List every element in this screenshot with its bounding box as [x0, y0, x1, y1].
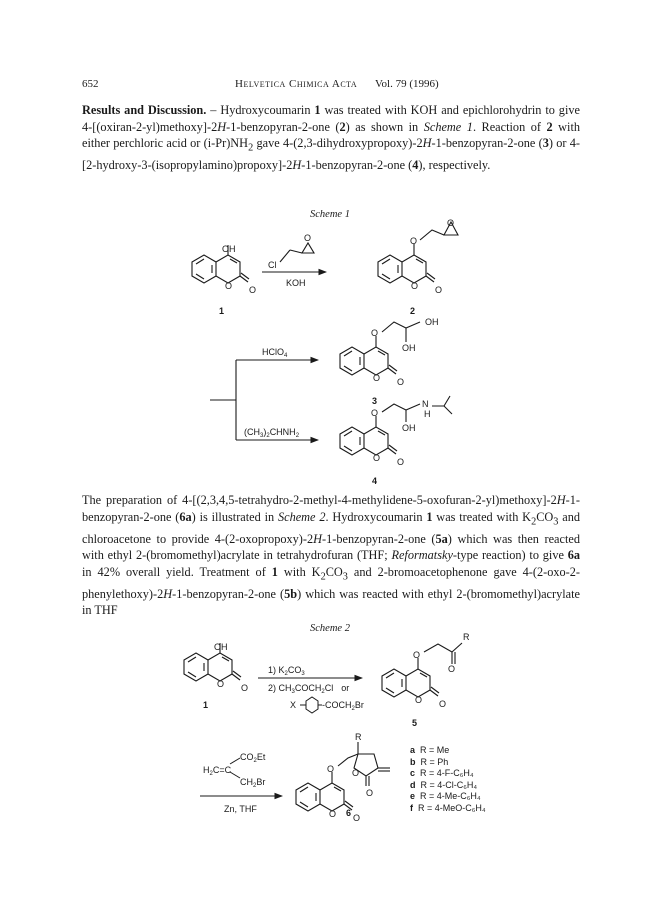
phenacyl-bromide: [300, 697, 322, 713]
svg-text:H2C=C: $H_2C=C$: [203, 765, 232, 777]
compound1-label: 1: [219, 306, 225, 316]
scheme2-title: Scheme 2: [310, 623, 350, 634]
svg-text:O: O: [249, 285, 257, 295]
svg-text:O: O: [373, 373, 381, 383]
svg-text:O: O: [411, 281, 419, 291]
svg-text:O: O: [415, 695, 423, 705]
svg-text:O: O: [352, 768, 360, 778]
compound-6: [296, 742, 390, 811]
svg-text:O: O: [371, 328, 379, 338]
page-number: 652: [82, 78, 99, 90]
svg-text:O: O: [448, 664, 456, 674]
scheme1-title: Scheme 1: [310, 209, 350, 220]
svg-text:OH: OH: [402, 423, 416, 433]
hclo4-reagent: HClO$_4$: [262, 347, 288, 359]
svg-text:O: O: [439, 699, 447, 709]
svg-text:O: O: [329, 809, 337, 819]
svg-text:H: H: [424, 409, 431, 419]
svg-text:R: R: [463, 632, 470, 642]
acrylate-reagent: [230, 758, 240, 778]
compound3-label: 3: [372, 396, 378, 406]
scheme2-compound1-label: 1: [203, 700, 209, 710]
svg-text:CO2Et: $CO_2Et$: [240, 752, 266, 764]
svg-text:OH: OH: [214, 642, 228, 652]
scheme2-step1: 1) $K_2CO_3$: [268, 665, 305, 677]
compound4-label: 4: [372, 476, 378, 486]
svg-text:O: O: [304, 233, 312, 243]
svg-text:O: O: [217, 679, 225, 689]
svg-text:OH: OH: [402, 343, 416, 353]
scheme2-step2: 2) $CH_3COCH_2Cl$ or: [268, 683, 350, 695]
svg-text:O: O: [397, 377, 405, 387]
svg-text:CH2Br: $CH_2Br$: [240, 777, 266, 789]
svg-text:OH: OH: [425, 317, 439, 327]
journal-name: Helvetica Chimica Acta: [235, 78, 358, 90]
svg-text:O: O: [371, 408, 379, 418]
legend-item-f: f R = 4-MeO-C₆H₄: [410, 802, 486, 813]
svg-text:O: O: [447, 218, 455, 228]
legend-item-a: a R = Me: [410, 745, 450, 755]
preparation-paragraph: The preparation of 4-[(2,3,4,5-tetrahydro-2-methyl-4-methylidene-5-oxofuran-2-yl)methoxy]-2H-1-benzopyran-2-one (6a) is illustrated in Scheme 2. Hydroxycoumarin 1 was treated with $K_2CO_3$ and chloroacetone to provide 4-(2-oxopropoxy)-2H-1-benzopyran-2-one (5a) which was then reacted with ethyl 2-(bromomethyl)acrylate in tetrahydrofuran (THF; Reformatsky-type reaction) to give 6a in 42% overall yield. Treatment of 1 with $K_2CO_3$ and 2-bromoacetophenone gave 4-(2-oxo-2-phenylethoxy)-2H-1-benzopyran-2-one (5b) which was reacted with ethyl 2-(bromomethyl)acrylate in THF: [82, 493, 580, 618]
compound-1: [192, 245, 249, 283]
section-heading: Results and Discussion.: [82, 103, 207, 117]
compound2-label: 2: [410, 306, 416, 316]
legend-item-e: e R = 4-Me-C₆H₄: [410, 791, 481, 801]
svg-text:O: O: [397, 457, 405, 467]
compound5-label: 5: [412, 718, 418, 728]
svg-text:O: O: [241, 683, 249, 693]
epichlorohydrin: [280, 243, 314, 262]
svg-text:O: O: [366, 788, 374, 798]
zn-thf-reagent: Zn, THF: [224, 804, 257, 814]
svg-text:O: O: [327, 764, 335, 774]
svg-text:O: O: [225, 281, 233, 291]
svg-text:R: R: [355, 732, 362, 742]
compound-4: [340, 396, 452, 455]
svg-text:-COCH2Br: $-COCH_2Br$: [322, 700, 364, 712]
svg-text:X: X: [290, 700, 297, 710]
svg-text:O: O: [373, 453, 381, 463]
svg-text:O: O: [435, 285, 443, 295]
svg-text:O: O: [353, 813, 361, 823]
compound6-label: 6: [346, 808, 352, 818]
koh-reagent: KOH: [286, 278, 306, 288]
svg-text:O: O: [410, 236, 418, 246]
substituent-legend: [410, 745, 486, 814]
svg-text:N: N: [422, 399, 429, 409]
compound-2: [378, 222, 458, 283]
svg-text:Cl: Cl: [268, 260, 277, 270]
results-paragraph: Results and Discussion. – Hydroxycoumarin 1 was treated with KOH and epichlorohydrin to give 4-[(oxiran-2-yl)methoxy]-2H-1-benzopyran-2-one (2) as shown in Scheme 1. Reaction of 2 with either perchloric acid or $(i-Pr)NH_2$ gave 4-(2,3-dihydroxypropoxy)-2H-1-benzopyran-2-one (3) or 4-[2-hydroxy-3-(isopropylamino)propoxy]-2H-1-benzopyran-2-one (4), respectively.: [82, 103, 581, 173]
journal-volume: Vol. 79 (1996): [375, 78, 439, 90]
scheme2-compound-1: [184, 643, 241, 681]
legend-item-b: b R = Ph: [410, 756, 449, 767]
legend-item-d: d R = 4-Cl-C₆H₄: [410, 779, 478, 790]
legend-item-c: c R = 4-F-C₆H₄: [410, 768, 474, 778]
amine-reagent: $(CH_3)_2CHNH_2$: [244, 427, 300, 439]
svg-text:O: O: [413, 650, 421, 660]
compound1-oh: OH: [222, 244, 236, 254]
